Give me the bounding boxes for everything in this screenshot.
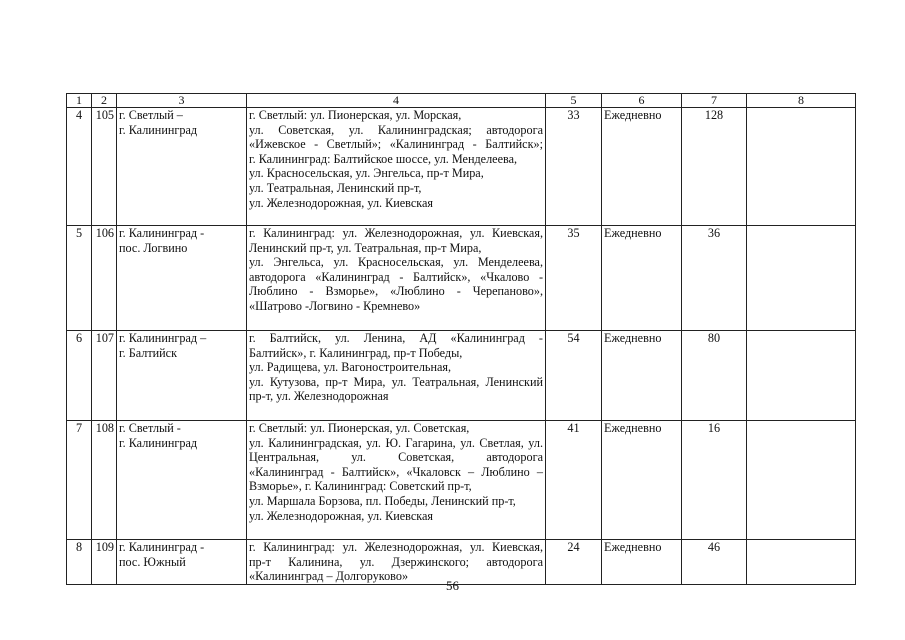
row-number-cell: 7 bbox=[67, 421, 92, 540]
distance-cell: 35 bbox=[546, 226, 602, 331]
route-path-line: ул. Калининградская, ул. Ю. Гагарина, ул. Светлая, ул. bbox=[249, 435, 543, 450]
route-path-line: ул. Железнодорожная, ул. Киевская bbox=[249, 508, 434, 523]
trips-cell: 16 bbox=[682, 421, 747, 540]
table-row bbox=[67, 421, 856, 540]
route-path-line: ул. Кутузова, пр-т Мира, ул. Театральная, Ленинский bbox=[249, 374, 543, 389]
header-cell: 1 bbox=[67, 94, 92, 108]
trips-cell: 36 bbox=[682, 226, 747, 331]
row-number-cell: 8 bbox=[67, 540, 92, 585]
page-number: 56 bbox=[446, 578, 459, 593]
route-name-cell bbox=[117, 421, 247, 540]
route-path-cell bbox=[247, 108, 546, 226]
route-name-line: г. Калининград bbox=[119, 435, 198, 450]
route-path-cell bbox=[247, 331, 546, 421]
route-path-line: г. Светлый: ул. Пионерская, ул. Советская, bbox=[249, 421, 470, 435]
route-path-line: ул. Радищева, ул. Вагоностроительная, bbox=[249, 360, 452, 375]
header-cell: 7 bbox=[682, 94, 747, 108]
table-row bbox=[67, 108, 856, 226]
note-cell bbox=[747, 226, 856, 331]
route-path-line: г. Калининград: ул. Железнодорожная, ул. Киевская, bbox=[249, 226, 543, 240]
route-number-cell: 108 bbox=[92, 421, 117, 540]
frequency-cell: Ежедневно bbox=[602, 540, 682, 585]
distance-cell: 41 bbox=[546, 421, 602, 540]
route-path-line: Центральная, ул. Советская, автодорога bbox=[249, 450, 543, 465]
route-path-line: Взморье», г. Калининград: Советский пр-т, bbox=[249, 479, 472, 494]
header-cell: 3 bbox=[117, 94, 247, 108]
distance-cell: 24 bbox=[546, 540, 602, 585]
table-row bbox=[67, 331, 856, 421]
route-name-line: г. Калининград - bbox=[119, 540, 205, 554]
route-name-line: г. Калининград – bbox=[119, 331, 207, 345]
trips-cell: 80 bbox=[682, 331, 747, 421]
route-path-line: «Калининград - Балтийск», «Чкаловск – Люблино – bbox=[249, 464, 543, 479]
route-path-line: ул. Красносельская, ул. Энгельса, пр-т Мира, bbox=[249, 166, 484, 181]
header-cell: 6 bbox=[602, 94, 682, 108]
route-path-line: автодорога «Калининград - Балтийск», «Чкалово - bbox=[249, 269, 543, 284]
route-number-cell: 105 bbox=[92, 108, 117, 226]
note-cell bbox=[747, 331, 856, 421]
route-number-cell: 109 bbox=[92, 540, 117, 585]
note-cell bbox=[747, 421, 856, 540]
route-number-cell: 107 bbox=[92, 331, 117, 421]
route-path-line: ул. Железнодорожная, ул. Киевская bbox=[249, 195, 434, 210]
trips-cell: 128 bbox=[682, 108, 747, 226]
route-name-line: г. Светлый – bbox=[119, 108, 183, 122]
row-number-cell: 5 bbox=[67, 226, 92, 331]
route-path-line: пр-т Калинина, ул. Дзержинского; автодорога bbox=[249, 554, 543, 569]
route-path-line: ул. Театральная, Ленинский пр-т, bbox=[249, 180, 422, 195]
route-path-line: г. Калининград: ул. Железнодорожная, ул. Киевская, bbox=[249, 540, 543, 554]
note-cell bbox=[747, 108, 856, 226]
route-path-line: «Ижевское - Светлый»; «Калининград - Балтийск»; bbox=[249, 137, 543, 152]
frequency-cell: Ежедневно bbox=[602, 331, 682, 421]
route-name-line: пос. Южный bbox=[119, 554, 186, 569]
trips-cell: 46 bbox=[682, 540, 747, 585]
route-name-cell bbox=[117, 108, 247, 226]
header-cell: 4 bbox=[247, 94, 546, 108]
route-path-line: г. Светлый: ул. Пионерская, ул. Морская, bbox=[249, 108, 462, 122]
routes-table bbox=[66, 93, 856, 585]
route-path-line: Балтийск», г. Калининград, пр-т Победы, bbox=[249, 345, 463, 360]
route-path-line: г. Калининград: Балтийское шоссе, ул. Менделеева, bbox=[249, 151, 518, 166]
route-path-line: Ленинский пр-т, ул. Театральная, пр-т Мира, bbox=[249, 240, 482, 255]
route-name-line: г. Светлый - bbox=[119, 421, 181, 435]
route-path-cell bbox=[247, 226, 546, 331]
header-row bbox=[67, 94, 856, 108]
table-row bbox=[67, 226, 856, 331]
route-path-line: г. Балтийск, ул. Ленина, АД «Калининград - bbox=[249, 331, 543, 345]
route-name-cell bbox=[117, 331, 247, 421]
frequency-cell: Ежедневно bbox=[602, 108, 682, 226]
route-path-line: Люблино - Взморье», «Люблино - Черепаново», bbox=[249, 284, 543, 299]
route-path-cell bbox=[247, 421, 546, 540]
frequency-cell: Ежедневно bbox=[602, 421, 682, 540]
distance-cell: 54 bbox=[546, 331, 602, 421]
frequency-cell: Ежедневно bbox=[602, 226, 682, 331]
header-cell: 8 bbox=[747, 94, 856, 108]
route-name-line: г. Калининград bbox=[119, 122, 198, 137]
header-cell: 2 bbox=[92, 94, 117, 108]
route-name-line: г. Балтийск bbox=[119, 345, 178, 360]
row-number-cell: 4 bbox=[67, 108, 92, 226]
route-path-line: ул. Маршала Борзова, пл. Победы, Ленинский пр-т, bbox=[249, 493, 516, 508]
route-path-line: «Шатрово -Логвино - Кремнево» bbox=[249, 298, 421, 313]
route-path-line: пр-т, ул. Железнодорожная bbox=[249, 389, 389, 404]
route-number-cell: 106 bbox=[92, 226, 117, 331]
route-path-line: ул. Советская, ул. Калининградская; автодорога bbox=[249, 122, 543, 137]
route-name-line: г. Калининград - bbox=[119, 226, 205, 240]
route-path-line: ул. Энгельса, ул. Красносельская, ул. Менделеева, bbox=[249, 255, 543, 270]
route-path-line: «Калининград – Долгоруково» bbox=[249, 569, 409, 584]
row-number-cell: 6 bbox=[67, 331, 92, 421]
header-cell: 5 bbox=[546, 94, 602, 108]
distance-cell: 33 bbox=[546, 108, 602, 226]
route-name-line: пос. Логвино bbox=[119, 240, 188, 255]
route-name-cell bbox=[117, 226, 247, 331]
